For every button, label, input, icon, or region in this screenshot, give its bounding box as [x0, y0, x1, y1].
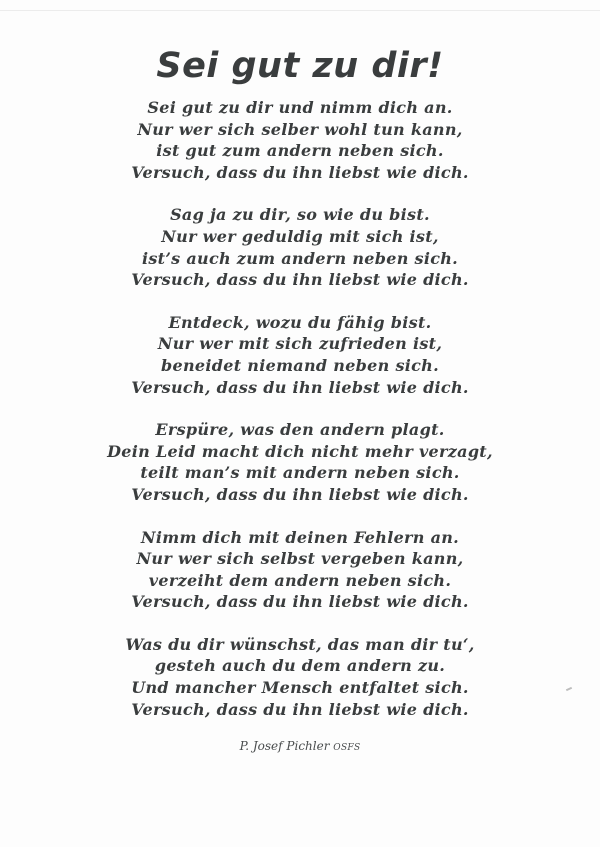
stanza — [0, 527, 600, 613]
poem-line: Sei gut zu dir und nimm dich an. — [147, 98, 453, 117]
poem-line: Nur wer sich selber wohl tun kann, — [137, 119, 463, 139]
stanza — [0, 312, 600, 398]
poem-line: Versuch, dass du ihn liebst wie dich. — [131, 162, 469, 182]
poem-line: Nur wer geduldig mit sich ist, — [161, 226, 439, 246]
stanza — [0, 419, 600, 505]
poem-body — [0, 97, 600, 741]
author-credit — [0, 738, 600, 756]
poem-line: Sag ja zu dir, so wie du bist. — [170, 205, 430, 225]
poem-line: Dein Leid macht dich nicht mehr verzagt, — [107, 441, 493, 461]
poem-line: ist gut zum andern neben sich. — [156, 141, 444, 161]
poem-line: Versuch, dass du ihn liebst wie dich. — [131, 592, 469, 612]
poem-line: Versuch, dass du ihn liebst wie dich. — [131, 377, 469, 397]
author-name: P. Josef Pichler — [239, 739, 330, 753]
poem-title: Sei gut zu dir! — [156, 46, 444, 86]
poem-line: ist’s auch zum andern neben sich. — [141, 248, 459, 268]
poem-line: verzeiht dem andern neben sich. — [148, 570, 452, 590]
poem-line: Und mancher Mensch entfaltet sich. — [131, 678, 469, 698]
stanza — [0, 634, 600, 720]
stanza — [0, 97, 600, 183]
poem-line: Was du dir wünschst, das man dir tu‘, — [125, 634, 475, 654]
poem-line: gesteh auch du dem andern zu. — [154, 656, 446, 676]
poem-line: Versuch, dass du ihn liebst wie dich. — [131, 699, 469, 719]
poem-line: teilt man’s mit andern neben sich. — [140, 463, 460, 483]
poem-line: Versuch, dass du ihn liebst wie dich. — [131, 484, 469, 504]
stanza — [0, 204, 600, 290]
poem-line: Entdeck, wozu du fähig bist. — [168, 312, 432, 332]
poem-line: Erspüre, was den andern plagt. — [155, 420, 445, 440]
poem-line: Nur wer mit sich zufrieden ist, — [157, 334, 443, 354]
poem-line: Versuch, dass du ihn liebst wie dich. — [131, 270, 469, 290]
poem-line: beneidet niemand neben sich. — [161, 355, 439, 375]
poem-line: Nur wer sich selbst vergeben kann, — [136, 549, 464, 569]
scan-edge-line — [0, 10, 600, 11]
author-order: OSFS — [333, 743, 361, 753]
poem-line: Nimm dich mit deinen Fehlern an. — [140, 527, 460, 547]
